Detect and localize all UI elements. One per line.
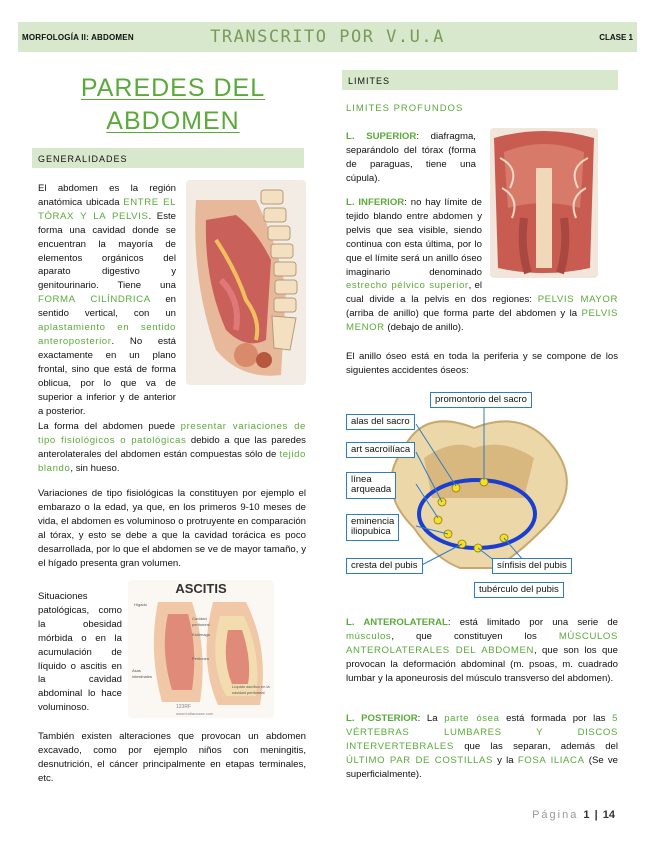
- header-transcriber: TRANSCRITO POR V.U.A: [210, 27, 445, 47]
- spine-abdomen-figure: [186, 180, 306, 385]
- limite-posterior: L. POSTERIOR: La parte ósea está formada por las 5 VÉRTEBRAS LUMBARES Y DISCOS INTERVERTEBRALES que las separan, además del ÚLTIMO PAR DE COSTILLAS y la FOSA ILIACA (Se ve superficialmente).: [346, 713, 619, 780]
- ascitis-title: ASCITIS: [175, 581, 227, 596]
- generalidades-paragraph-1: El abdomen es la región anatómica ubicada ENTRE EL TÓRAX Y LA PELVIS. Este forma una cavidad donde se encuentran la mayoría de elementos orgánicos del aparato digestivo y genitourinario. Tiene una FORMA CILÍNDRICA en sentido vertical, con un aplastamiento en sentido anteroposterior. No está exactamente en un plano frontal, sino que está de forma oblicua, por lo que va de superior a inferior y de anterior a posterior.: [38, 183, 177, 417]
- limite-anterolateral: L. ANTEROLATERAL: está limitado por una serie de músculos, que constituyen los MÚSCULOS ANTEROLATERALES DEL ABDOMEN, que son los que provocan la deformación abdominal (m. psoas, m. cuadrado lumbar y la aponeurosis del músculo transverso del abdomen).: [346, 617, 618, 684]
- pelvis-label-cresta: cresta del pubis: [346, 558, 423, 574]
- header-class: CLASE 1: [599, 33, 633, 42]
- header-course: MORFOLOGÍA II: ABDOMEN: [22, 33, 134, 42]
- ascitis-label-peritoneo: Peritoneo: [192, 656, 210, 661]
- title-line-2: ABDOMEN: [106, 106, 240, 135]
- ascitis-label-liquido: Líquido ascítico en la cavidad peritoneal: [232, 684, 270, 695]
- ascitis-label-higado: Hígado: [134, 602, 147, 607]
- footer-page-number: 1: [583, 809, 590, 821]
- footer-separator: |: [594, 809, 598, 821]
- ascitis-watermark: 123RF: [176, 704, 192, 710]
- pelvis-label-sinfisis: sínfisis del pubis: [492, 558, 572, 574]
- page-footer: [532, 808, 615, 823]
- footer-label: Página: [532, 809, 579, 821]
- subsection-limites-profundos: LIMITES PROFUNDOS: [346, 103, 464, 114]
- ascitis-label-estomago: Estómago: [192, 632, 211, 637]
- pelvis-figure: [344, 388, 610, 598]
- ascitis-label-cavidad: Cavidad peritoneal: [192, 616, 210, 627]
- ascitis-label-asas: Asas intestinales: [132, 668, 153, 679]
- section-limites: LIMITES: [342, 70, 618, 90]
- limite-inferior: L. INFERIOR: no hay límite de tejido blando entre abdomen y pelvis que sea visible, siendo continua con esta última, por lo que el límite será un anillo óseo imaginario denominado estrecho pélvico superior, el cual divide a la pelvis en dos regiones: PELVIS MAYOR (arriba de anillo) que forma parte del abdomen y la PELVIS MENOR (debajo de anillo).: [346, 197, 618, 334]
- pelvis-label-sacroiliaca: art sacroilíaca: [346, 442, 415, 458]
- page-title: [40, 72, 306, 137]
- pelvis-label-alas: alas del sacro: [346, 414, 415, 430]
- title-line-1: PAREDES DEL: [80, 74, 266, 102]
- pelvis-label-tuberculo: tubérculo del pubis: [474, 582, 564, 598]
- generalidades-paragraph-4: Situaciones patológicas, como la obesidad mórbida o en la acumulación de líquido o ascitis en la cavidad abdominal lo hace voluminoso.: [38, 591, 122, 714]
- ascitis-site: www.indiacuase.com: [176, 711, 214, 716]
- pelvis-label-eminencia: eminencia iliopubica: [346, 514, 399, 541]
- anillo-oseo-intro: El anillo óseo está en toda la periferia y se compone de los siguientes accidentes óseos:: [346, 351, 618, 376]
- limite-superior: L. SUPERIOR: diafragma, separándolo del tórax (forma de paraguas, tiene una cúpula).: [346, 131, 476, 184]
- ascitis-figure: [128, 580, 274, 718]
- generalidades-paragraph-2: La forma del abdomen puede presentar variaciones de tipo fisiológicos o patológicas debido a que las paredes anterolaterales del abdomen están compuestas sólo de tejido blando, sin hueso.: [38, 421, 306, 474]
- pelvis-label-promontorio: promontorio del sacro: [430, 392, 532, 408]
- section-generalidades: GENERALIDADES: [32, 148, 304, 168]
- page-header: [18, 22, 637, 52]
- generalidades-paragraph-3: Variaciones de tipo fisiológicas la constituyen por ejemplo el embarazo o la edad, ya que, en los primeros 9-10 meses de vida, el abdomen es voluminoso o protruyente en comparación al tórax, y esto se debe a que la cavidad torácica es poco desarrollada, por lo que el abdomen se ve de mayor tamaño, y el hígado presenta gran volumen.: [38, 488, 306, 569]
- generalidades-paragraph-5: También existen alteraciones que provocan un abdomen excavado, como por ejemplo niños con meningitis, desnutrición, el cáncer principalmente en etapas terminales, etc.: [38, 731, 306, 784]
- pelvis-label-linea-arqueada: línea arqueada: [346, 472, 396, 499]
- footer-total-pages: 14: [602, 809, 615, 821]
